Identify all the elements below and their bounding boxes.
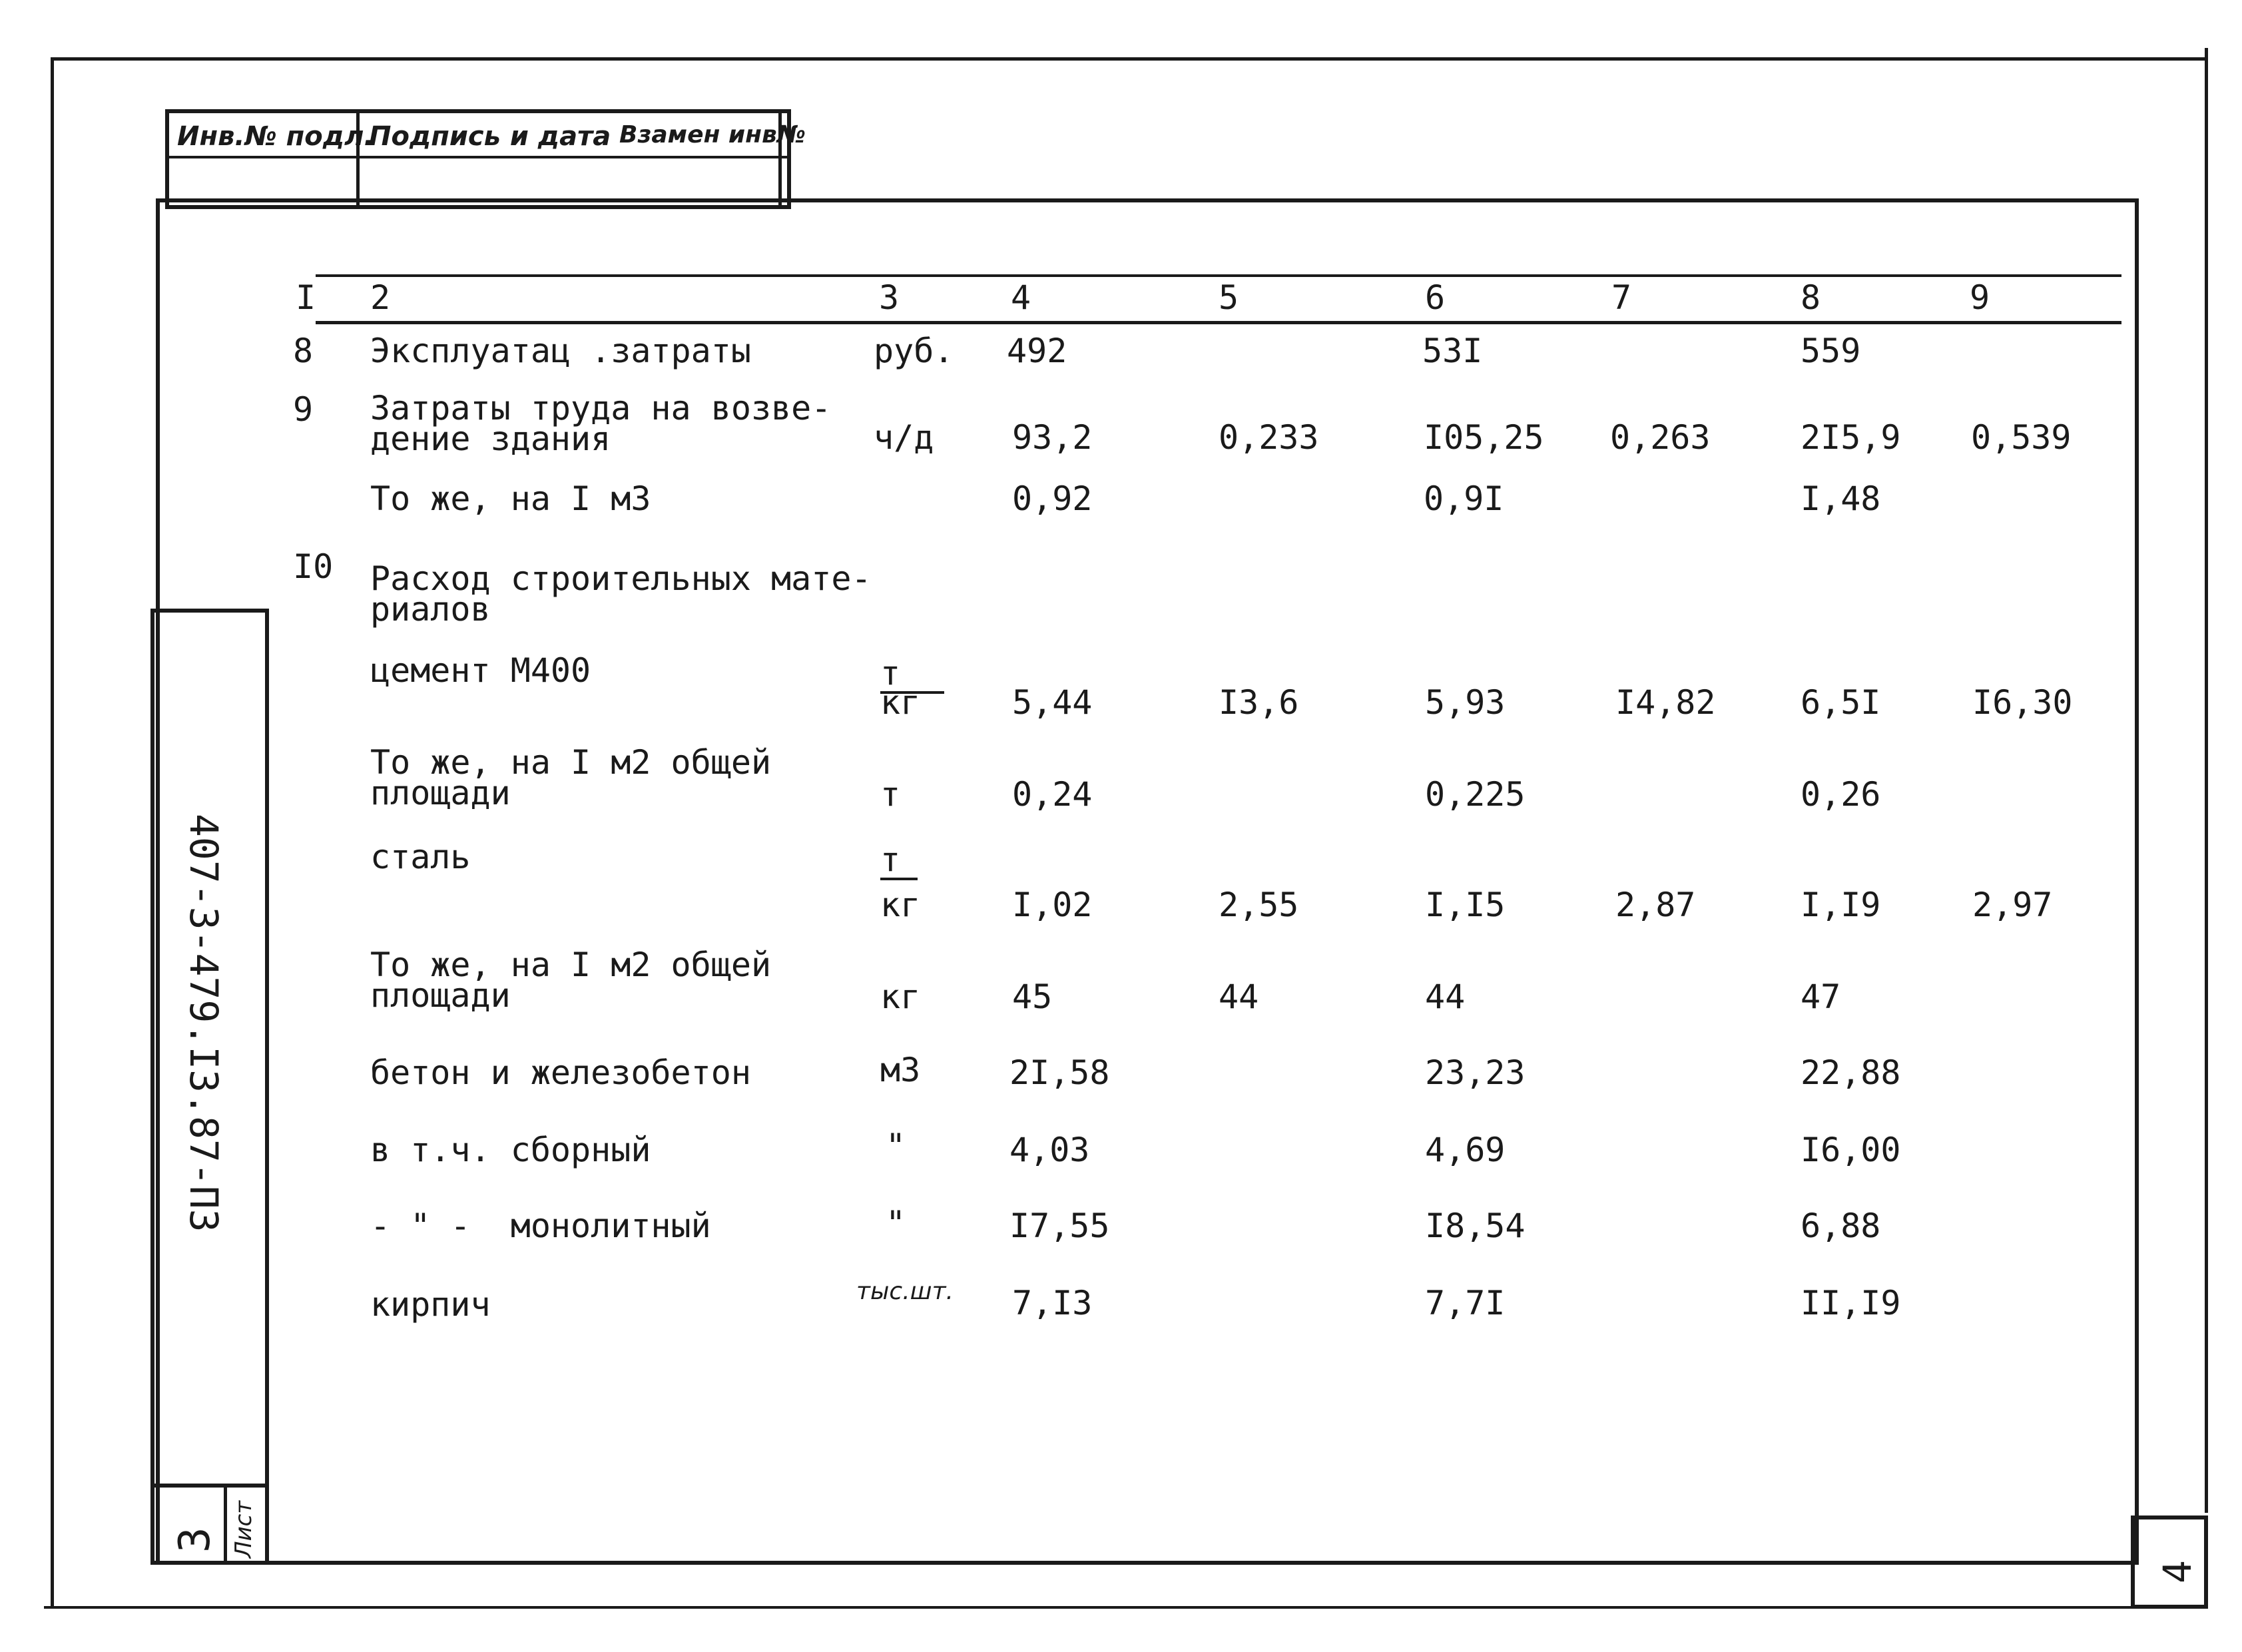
row-0-num: 8 (293, 332, 314, 370)
row-11-c4: 7,I3 (1012, 1284, 1093, 1322)
row-9-c6: 4,69 (1425, 1131, 1506, 1169)
row-6-c5: 2,55 (1219, 886, 1299, 924)
row-7-name: То же, на I м2 общей площади (370, 946, 772, 1015)
row-7-c5: 44 (1219, 977, 1259, 1016)
row-8-c8: 22,88 (1801, 1053, 1901, 1092)
row-6-c7: 2,87 (1615, 886, 1696, 924)
sheet-cell-divider (224, 1484, 227, 1565)
row-6-c8: I,I9 (1801, 886, 1881, 924)
row-5-unit: т (880, 775, 901, 814)
table-header-top-rule (316, 274, 2121, 277)
row-2-c4: 0,92 (1012, 479, 1093, 518)
row-10-unit: " (886, 1204, 906, 1242)
row-1-c9: 0,539 (1971, 418, 2072, 457)
outer-frame-bottom (44, 1606, 2208, 1609)
outer-frame-left (51, 57, 54, 1609)
row-8-c4: 2I,58 (1009, 1053, 1110, 1092)
row-5-name: То же, на I м2 общей площади (370, 743, 772, 812)
row-10-c4: I7,55 (1009, 1207, 1110, 1245)
header-col-7: 7 (1611, 278, 1632, 317)
row-8-c6: 23,23 (1425, 1053, 1526, 1092)
table-header-bottom-rule (316, 321, 2121, 324)
row-11-c6: 7,7I (1425, 1284, 1506, 1322)
row-2-c8: I,48 (1801, 479, 1881, 518)
row-0-c6: 53I (1422, 332, 1483, 370)
row-6-unit-top (880, 840, 918, 880)
row-11-c8: II,I9 (1801, 1284, 1901, 1322)
header-col-2: 2 (370, 278, 391, 317)
row-1-num: 9 (293, 390, 314, 429)
side-strip-divider (150, 1484, 269, 1488)
outer-frame-top (51, 57, 2208, 61)
row-9-c8: I6,00 (1801, 1131, 1901, 1169)
header-col-8: 8 (1801, 278, 1821, 317)
stamp-inv-label: Инв.№ подл. (177, 121, 374, 152)
stamp-box (165, 109, 806, 209)
row-10-c6: I8,54 (1425, 1207, 1526, 1245)
row-2-c6: 0,9I (1424, 479, 1504, 518)
row-9-unit: " (886, 1127, 906, 1165)
stamp-replace-label: Взамен инв№ (619, 121, 806, 148)
outer-frame-right (2205, 48, 2208, 1513)
row-8-unit: м3 (880, 1051, 921, 1089)
row-4-c9: I6,30 (1972, 683, 2073, 722)
row-6-c6: I,I5 (1425, 886, 1506, 924)
row-10-c8: 6,88 (1801, 1207, 1881, 1245)
row-1-c4: 93,2 (1012, 418, 1093, 457)
row-4-c8: 6,5I (1801, 683, 1881, 722)
row-7-c8: 47 (1801, 977, 1841, 1016)
sheet-label: Лист (230, 1500, 257, 1558)
header-col-9: 9 (1970, 278, 1990, 317)
row-4-unit-bottom: кг (880, 683, 921, 722)
row-2-name: То же, на I м3 (370, 479, 651, 518)
header-col-4: 4 (1011, 278, 1031, 317)
row-6-c4: I,02 (1012, 886, 1093, 924)
row-1-c5: 0,233 (1219, 418, 1319, 457)
sheet-number: 3 (170, 1527, 220, 1553)
row-6-unit-bottom: кг (880, 886, 921, 924)
row-4-name: цемент М400 (370, 651, 591, 690)
row-9-name: в т.ч. сборный (370, 1131, 651, 1169)
row-11-unit: тыс.шт. (856, 1278, 954, 1305)
row-7-unit: кг (880, 977, 921, 1016)
header-col-6: 6 (1425, 278, 1446, 317)
row-0-c4: 492 (1007, 332, 1067, 370)
row-4-c6: 5,93 (1425, 683, 1506, 722)
header-col-5: 5 (1219, 278, 1239, 317)
row-8-name: бетон и железобетон (370, 1053, 751, 1092)
row-1-c8: 2I5,9 (1801, 418, 1901, 457)
header-col-3: 3 (879, 278, 900, 317)
row-4-c4: 5,44 (1012, 683, 1093, 722)
row-4-unit-top-text: т (880, 657, 944, 694)
row-5-c8: 0,26 (1801, 775, 1881, 814)
row-7-c6: 44 (1425, 977, 1466, 1016)
row-1-c7: 0,263 (1610, 418, 1711, 457)
row-5-c4: 0,24 (1012, 775, 1093, 814)
header-col-1: I (296, 278, 316, 317)
row-6-unit-top-text: т (880, 843, 918, 880)
row-0-unit: руб. (874, 332, 954, 370)
row-10-name: - " - монолитный (370, 1207, 711, 1245)
row-1-c6: I05,25 (1424, 418, 1544, 457)
row-0-c8: 559 (1801, 332, 1861, 370)
row-0-name: Эксплуатац .затраты (370, 332, 751, 370)
document-code: 407-3-479.I3.87-ПЗ (181, 814, 226, 1233)
row-3-name: Расход строительных мате- риалов (370, 559, 872, 629)
row-6-name: сталь (370, 838, 471, 876)
row-11-name: кирпич (370, 1285, 491, 1324)
stamp-sign-label: Подпись и дата (369, 121, 611, 152)
row-5-c6: 0,225 (1425, 775, 1526, 814)
row-4-c5: I3,6 (1219, 683, 1299, 722)
row-1-unit: ч/д (874, 418, 934, 457)
row-4-c7: I4,82 (1615, 683, 1716, 722)
row-1-name: Затраты труда на возве- дение здания (370, 389, 832, 458)
row-7-c4: 45 (1012, 977, 1053, 1016)
row-9-c4: 4,03 (1009, 1131, 1090, 1169)
row-3-num: I0 (293, 547, 334, 586)
row-6-c9: 2,97 (1972, 886, 2053, 924)
page-corner-number: 4 (2155, 1560, 2200, 1583)
